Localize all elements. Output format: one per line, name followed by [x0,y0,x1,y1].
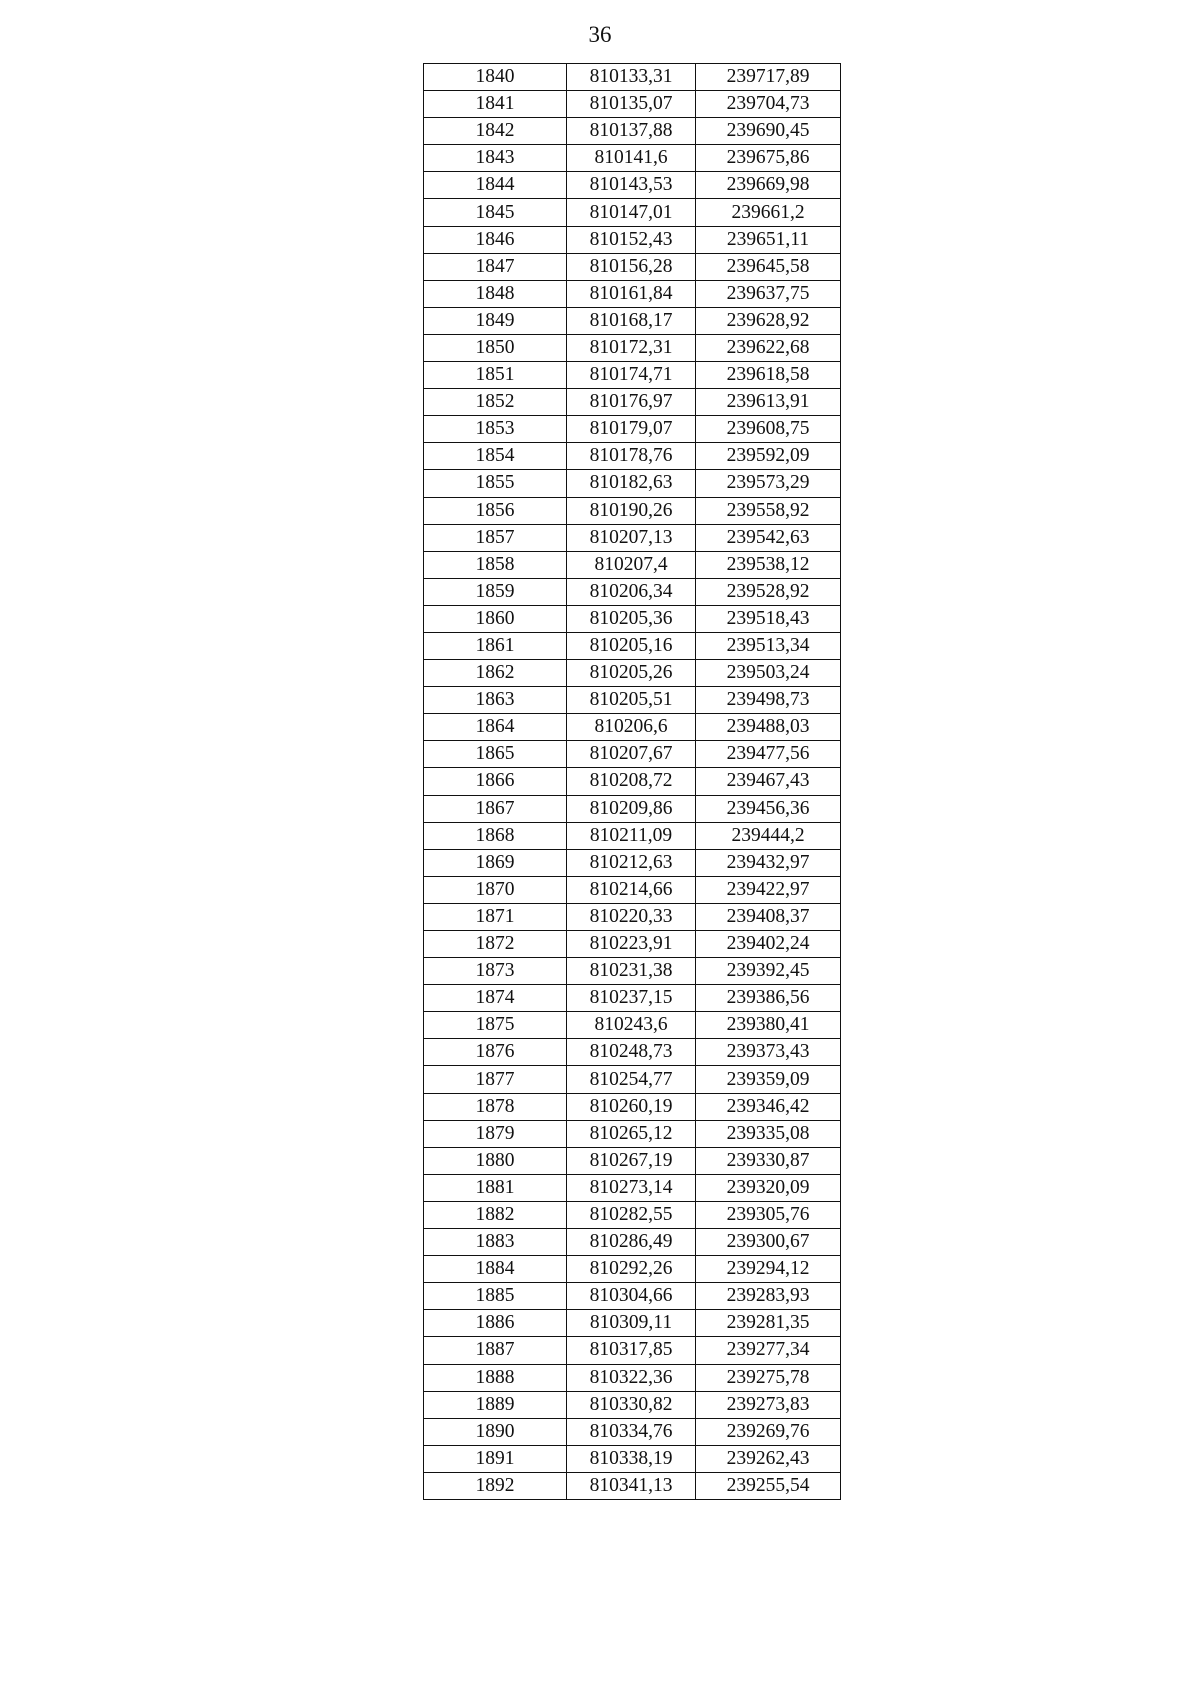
y-coordinate-cell: 239255,54 [696,1472,841,1499]
y-coordinate-cell: 239294,12 [696,1256,841,1283]
table-row [424,1445,841,1472]
table-row [424,1418,841,1445]
table-row [424,389,841,416]
x-coordinate-cell: 810248,73 [567,1039,696,1066]
y-coordinate-cell: 239573,29 [696,470,841,497]
x-coordinate-cell: 810265,12 [567,1120,696,1147]
point-number-cell: 1866 [424,768,567,795]
y-coordinate-cell: 239422,97 [696,876,841,903]
x-coordinate-cell: 810206,34 [567,578,696,605]
table-row [424,1201,841,1228]
point-number-cell: 1879 [424,1120,567,1147]
table-row [424,578,841,605]
table-row [424,741,841,768]
point-number-cell: 1884 [424,1256,567,1283]
x-coordinate-cell: 810317,85 [567,1337,696,1364]
point-number-cell: 1856 [424,497,567,524]
y-coordinate-cell: 239503,24 [696,660,841,687]
y-coordinate-cell: 239618,58 [696,362,841,389]
table-row [424,118,841,145]
y-coordinate-cell: 239488,03 [696,714,841,741]
x-coordinate-cell: 810267,19 [567,1147,696,1174]
x-coordinate-cell: 810223,91 [567,931,696,958]
y-coordinate-cell: 239262,43 [696,1445,841,1472]
table-row [424,1066,841,1093]
y-coordinate-cell: 239277,34 [696,1337,841,1364]
x-coordinate-cell: 810338,19 [567,1445,696,1472]
point-number-cell: 1844 [424,172,567,199]
y-coordinate-cell: 239704,73 [696,91,841,118]
point-number-cell: 1864 [424,714,567,741]
table-row [424,172,841,199]
table-row [424,1364,841,1391]
point-number-cell: 1878 [424,1093,567,1120]
point-number-cell: 1855 [424,470,567,497]
x-coordinate-cell: 810205,26 [567,660,696,687]
y-coordinate-cell: 239477,56 [696,741,841,768]
point-number-cell: 1881 [424,1174,567,1201]
x-coordinate-cell: 810309,11 [567,1310,696,1337]
point-number-cell: 1867 [424,795,567,822]
y-coordinate-cell: 239281,35 [696,1310,841,1337]
table-row [424,958,841,985]
table-row [424,903,841,930]
point-number-cell: 1873 [424,958,567,985]
point-number-cell: 1840 [424,64,567,91]
table-row [424,632,841,659]
table-row [424,470,841,497]
x-coordinate-cell: 810147,01 [567,199,696,226]
y-coordinate-cell: 239275,78 [696,1364,841,1391]
y-coordinate-cell: 239386,56 [696,985,841,1012]
y-coordinate-cell: 239283,93 [696,1283,841,1310]
x-coordinate-cell: 810205,51 [567,687,696,714]
y-coordinate-cell: 239300,67 [696,1229,841,1256]
x-coordinate-cell: 810208,72 [567,768,696,795]
y-coordinate-cell: 239675,86 [696,145,841,172]
point-number-cell: 1874 [424,985,567,1012]
x-coordinate-cell: 810237,15 [567,985,696,1012]
x-coordinate-cell: 810304,66 [567,1283,696,1310]
x-coordinate-cell: 810243,6 [567,1012,696,1039]
y-coordinate-cell: 239528,92 [696,578,841,605]
table-row [424,687,841,714]
table-row [424,1337,841,1364]
table-row [424,931,841,958]
point-number-cell: 1851 [424,362,567,389]
point-number-cell: 1863 [424,687,567,714]
x-coordinate-cell: 810190,26 [567,497,696,524]
y-coordinate-cell: 239444,2 [696,822,841,849]
x-coordinate-cell: 810212,63 [567,849,696,876]
x-coordinate-cell: 810156,28 [567,253,696,280]
point-number-cell: 1875 [424,1012,567,1039]
y-coordinate-cell: 239661,2 [696,199,841,226]
y-coordinate-cell: 239305,76 [696,1201,841,1228]
point-number-cell: 1892 [424,1472,567,1499]
x-coordinate-cell: 810172,31 [567,334,696,361]
x-coordinate-cell: 810322,36 [567,1364,696,1391]
x-coordinate-cell: 810135,07 [567,91,696,118]
point-number-cell: 1869 [424,849,567,876]
table-row [424,253,841,280]
table-row [424,91,841,118]
table-row [424,443,841,470]
point-number-cell: 1877 [424,1066,567,1093]
point-number-cell: 1889 [424,1391,567,1418]
point-number-cell: 1862 [424,660,567,687]
y-coordinate-cell: 239542,63 [696,524,841,551]
y-coordinate-cell: 239637,75 [696,280,841,307]
y-coordinate-cell: 239269,76 [696,1418,841,1445]
table-row [424,1472,841,1499]
y-coordinate-cell: 239608,75 [696,416,841,443]
point-number-cell: 1853 [424,416,567,443]
y-coordinate-cell: 239498,73 [696,687,841,714]
y-coordinate-cell: 239392,45 [696,958,841,985]
x-coordinate-cell: 810205,36 [567,605,696,632]
y-coordinate-cell: 239558,92 [696,497,841,524]
table-row [424,416,841,443]
y-coordinate-cell: 239592,09 [696,443,841,470]
x-coordinate-cell: 810141,6 [567,145,696,172]
y-coordinate-cell: 239380,41 [696,1012,841,1039]
table-row [424,876,841,903]
table-row [424,768,841,795]
x-coordinate-cell: 810182,63 [567,470,696,497]
x-coordinate-cell: 810152,43 [567,226,696,253]
point-number-cell: 1847 [424,253,567,280]
x-coordinate-cell: 810207,67 [567,741,696,768]
x-coordinate-cell: 810214,66 [567,876,696,903]
y-coordinate-cell: 239346,42 [696,1093,841,1120]
table-row [424,497,841,524]
y-coordinate-cell: 239320,09 [696,1174,841,1201]
x-coordinate-cell: 810341,13 [567,1472,696,1499]
table-row [424,362,841,389]
table-row [424,280,841,307]
x-coordinate-cell: 810168,17 [567,307,696,334]
point-number-cell: 1843 [424,145,567,172]
y-coordinate-cell: 239330,87 [696,1147,841,1174]
point-number-cell: 1852 [424,389,567,416]
x-coordinate-cell: 810260,19 [567,1093,696,1120]
point-number-cell: 1891 [424,1445,567,1472]
point-number-cell: 1841 [424,91,567,118]
point-number-cell: 1880 [424,1147,567,1174]
x-coordinate-cell: 810211,09 [567,822,696,849]
x-coordinate-cell: 810143,53 [567,172,696,199]
point-number-cell: 1888 [424,1364,567,1391]
table-row [424,849,841,876]
x-coordinate-cell: 810206,6 [567,714,696,741]
y-coordinate-cell: 239335,08 [696,1120,841,1147]
table-row [424,1283,841,1310]
y-coordinate-cell: 239359,09 [696,1066,841,1093]
point-number-cell: 1845 [424,199,567,226]
table-body [424,64,841,1500]
point-number-cell: 1859 [424,578,567,605]
table-row [424,64,841,91]
point-number-cell: 1860 [424,605,567,632]
x-coordinate-cell: 810292,26 [567,1256,696,1283]
x-coordinate-cell: 810179,07 [567,416,696,443]
x-coordinate-cell: 810174,71 [567,362,696,389]
x-coordinate-cell: 810178,76 [567,443,696,470]
y-coordinate-cell: 239669,98 [696,172,841,199]
x-coordinate-cell: 810133,31 [567,64,696,91]
x-coordinate-cell: 810207,13 [567,524,696,551]
point-number-cell: 1861 [424,632,567,659]
x-coordinate-cell: 810161,84 [567,280,696,307]
point-number-cell: 1850 [424,334,567,361]
y-coordinate-cell: 239717,89 [696,64,841,91]
x-coordinate-cell: 810330,82 [567,1391,696,1418]
table-row [424,1012,841,1039]
point-number-cell: 1870 [424,876,567,903]
table-row [424,307,841,334]
x-coordinate-cell: 810205,16 [567,632,696,659]
y-coordinate-cell: 239408,37 [696,903,841,930]
table-row [424,1391,841,1418]
table-row [424,199,841,226]
table-row [424,660,841,687]
table-row [424,1120,841,1147]
point-number-cell: 1854 [424,443,567,470]
point-number-cell: 1865 [424,741,567,768]
y-coordinate-cell: 239518,43 [696,605,841,632]
x-coordinate-cell: 810254,77 [567,1066,696,1093]
point-number-cell: 1848 [424,280,567,307]
x-coordinate-cell: 810207,4 [567,551,696,578]
y-coordinate-cell: 239432,97 [696,849,841,876]
coordinates-table [423,63,841,1500]
table-row [424,1256,841,1283]
y-coordinate-cell: 239373,43 [696,1039,841,1066]
table-row [424,524,841,551]
table-row [424,1147,841,1174]
table-row [424,1039,841,1066]
point-number-cell: 1849 [424,307,567,334]
point-number-cell: 1885 [424,1283,567,1310]
x-coordinate-cell: 810282,55 [567,1201,696,1228]
y-coordinate-cell: 239402,24 [696,931,841,958]
table-row [424,1174,841,1201]
point-number-cell: 1882 [424,1201,567,1228]
y-coordinate-cell: 239622,68 [696,334,841,361]
table-row [424,795,841,822]
y-coordinate-cell: 239628,92 [696,307,841,334]
point-number-cell: 1868 [424,822,567,849]
y-coordinate-cell: 239538,12 [696,551,841,578]
y-coordinate-cell: 239456,36 [696,795,841,822]
x-coordinate-cell: 810209,86 [567,795,696,822]
y-coordinate-cell: 239467,43 [696,768,841,795]
table-row [424,605,841,632]
page-number: 36 [588,22,612,47]
x-coordinate-cell: 810334,76 [567,1418,696,1445]
x-coordinate-cell: 810220,33 [567,903,696,930]
table-row [424,145,841,172]
table-row [424,822,841,849]
point-number-cell: 1886 [424,1310,567,1337]
x-coordinate-cell: 810231,38 [567,958,696,985]
y-coordinate-cell: 239651,11 [696,226,841,253]
x-coordinate-cell: 810273,14 [567,1174,696,1201]
point-number-cell: 1871 [424,903,567,930]
point-number-cell: 1876 [424,1039,567,1066]
point-number-cell: 1857 [424,524,567,551]
table-row [424,1229,841,1256]
point-number-cell: 1887 [424,1337,567,1364]
point-number-cell: 1842 [424,118,567,145]
y-coordinate-cell: 239613,91 [696,389,841,416]
table-row [424,714,841,741]
y-coordinate-cell: 239645,58 [696,253,841,280]
point-number-cell: 1872 [424,931,567,958]
table-row [424,1310,841,1337]
y-coordinate-cell: 239273,83 [696,1391,841,1418]
point-number-cell: 1883 [424,1229,567,1256]
point-number-cell: 1890 [424,1418,567,1445]
x-coordinate-cell: 810286,49 [567,1229,696,1256]
table-row [424,334,841,361]
x-coordinate-cell: 810137,88 [567,118,696,145]
table-row [424,985,841,1012]
y-coordinate-cell: 239690,45 [696,118,841,145]
table-row [424,1093,841,1120]
point-number-cell: 1846 [424,226,567,253]
point-number-cell: 1858 [424,551,567,578]
y-coordinate-cell: 239513,34 [696,632,841,659]
x-coordinate-cell: 810176,97 [567,389,696,416]
table-row [424,226,841,253]
table-row [424,551,841,578]
